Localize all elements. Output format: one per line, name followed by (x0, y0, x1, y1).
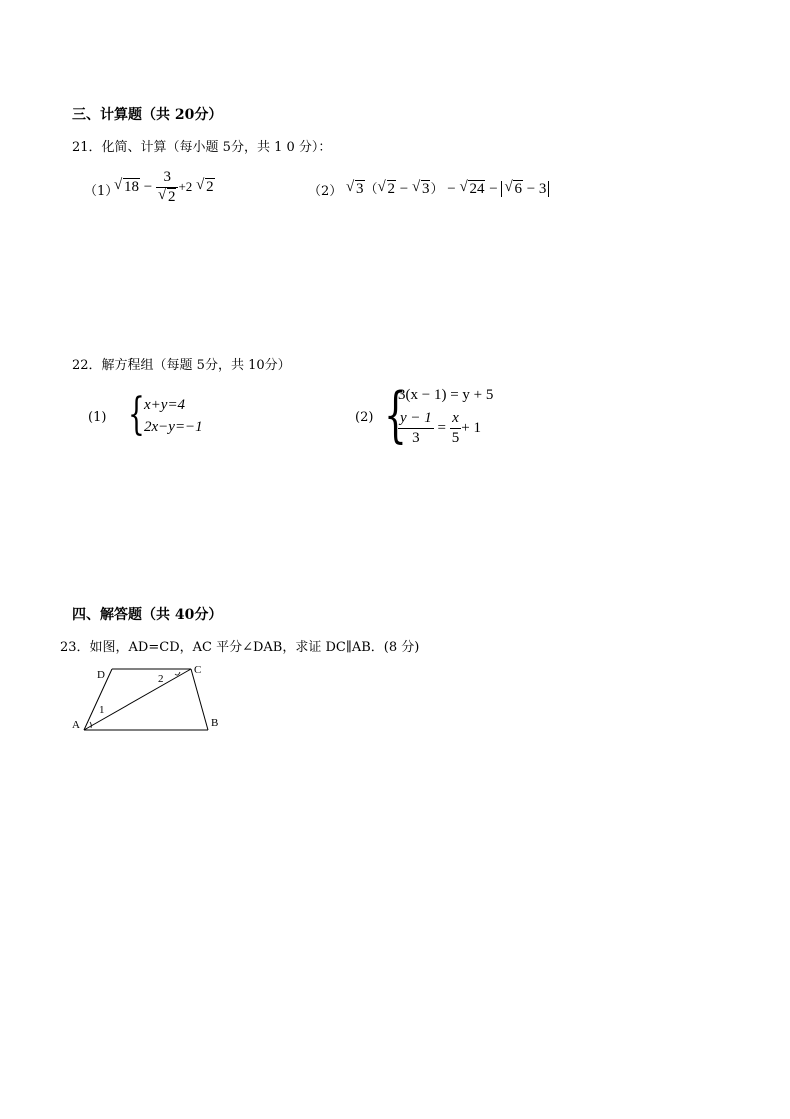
left-brace-1: { (128, 389, 145, 440)
sqrt-2b: √ 2 (377, 179, 396, 197)
side-cb (191, 669, 208, 730)
q21-part2-expression: √ 3（ √ 2 − √ 3） − √ 24 − √ 6 − 3 (346, 178, 549, 198)
q22-part2-label: (2) (355, 410, 374, 425)
label-b: B (211, 717, 219, 729)
label-angle-1: 1 (99, 704, 105, 716)
sqrt-18: √ 18 (114, 176, 139, 195)
q21-title: 21．化简、计算（每小题 5分，共 1 0 分）： (72, 140, 332, 155)
sqrt-3: √ 3 (346, 179, 364, 197)
trapezoid-figure (64, 660, 234, 740)
q22-part1-label: (1) (88, 410, 107, 425)
q23-title: 23．如图，AD=CD，AC 平分∠DAB，求证 DC∥AB．(8 分) (60, 640, 420, 655)
q21-part1-label: （1） (84, 184, 119, 199)
plus-2: +2 (178, 178, 193, 194)
q22-part2-eq2: $\frac{y - 1}{3}$ = $\frac{x}{5}$ + 1 (400, 410, 481, 446)
q22-part1-eq1: x+y=4 (144, 397, 186, 413)
minus-sign: − (143, 178, 153, 195)
q22-part1-eq2: 2x−y=−1 (144, 419, 203, 435)
sqrt-3b: √ 3 (411, 179, 430, 197)
label-a: A (72, 719, 80, 731)
label-d: D (97, 669, 105, 681)
q22-title: 22．解方程组（每题 5分，共 10分） (72, 358, 291, 373)
q22-part2-eq1: 3(x − 1) = y + 5 (398, 387, 494, 403)
q21-part2-label: （2） (308, 184, 343, 199)
q21-part1-expression (114, 170, 215, 205)
fraction-3-over-sqrt2: 3 √ 2 (156, 170, 179, 205)
angle-arc-1 (90, 722, 91, 728)
label-angle-2: 2 (158, 673, 164, 685)
sqrt-2: √ 2 (196, 176, 214, 195)
sqrt-24: √ 24 (459, 179, 485, 197)
label-c: C (194, 664, 202, 676)
abs-value: √ 6 − 3 (501, 181, 549, 197)
section4-title: 四、解答题（共 40分） (72, 607, 223, 623)
angle-arc-2 (175, 672, 180, 675)
left-brace-2: { (384, 380, 407, 450)
section3-title: 三、计算题（共 20分） (72, 107, 223, 123)
